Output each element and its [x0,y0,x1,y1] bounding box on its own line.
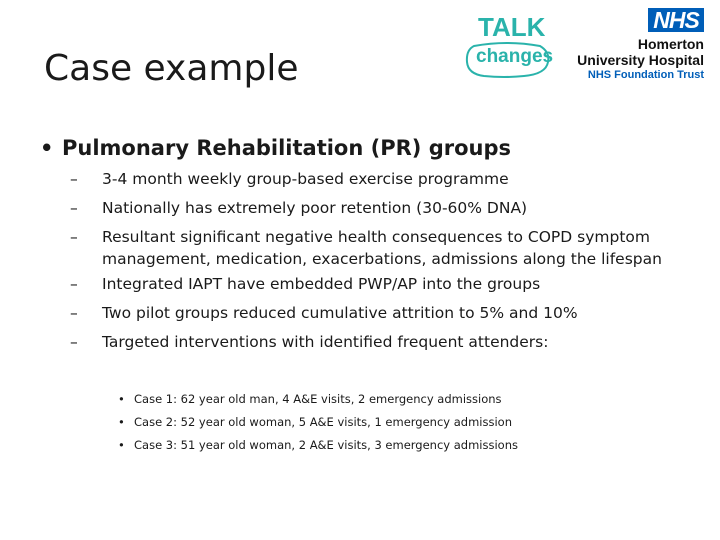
bullet-marker: • [118,415,125,429]
talk-logo-word: TALK [478,12,546,42]
trust-name [577,36,704,82]
dash-marker: – [70,304,78,322]
bullet-marker: • [40,136,54,160]
main-bullet [40,136,511,160]
sub-point-text: 3-4 month weekly group-based exercise programme [102,170,509,188]
dash-marker: – [70,170,78,188]
case-list [118,388,518,457]
list-item [118,388,518,411]
bullet-marker: • [118,392,125,406]
case-text: Case 1: 62 year old man, 4 A&E visits, 2 emergency admissions [134,392,502,406]
list-item [70,168,686,190]
sub-point-text: Two pilot groups reduced cumulative attrition to 5% and 10% [102,304,578,322]
nhs-logo: NHS [648,8,704,32]
sub-point-text: Integrated IAPT have embedded PWP/AP into the groups [102,275,541,293]
list-item [118,434,518,457]
trust-name-line3: NHS Foundation Trust [587,69,704,81]
list-item [70,273,686,295]
list-item [70,302,686,324]
talk-changes-logo [464,10,554,82]
sub-point-text: Targeted interventions with identified frequent attenders: [102,333,549,351]
dash-marker: – [70,228,78,246]
sub-point-text: Nationally has extremely poor retention (30-60% DNA) [102,199,528,217]
sub-point-list [70,168,686,360]
case-text: Case 3: 51 year old woman, 2 A&E visits, 3 emergency admissions [134,438,518,452]
dash-marker: – [70,199,78,217]
list-item [118,411,518,434]
list-item [70,197,686,219]
dash-marker: – [70,275,78,293]
main-bullet-text: Pulmonary Rehabilitation (PR) groups [62,136,511,160]
dash-marker: – [70,333,78,351]
list-item [70,226,686,270]
changes-logo-word: changes [476,46,554,67]
list-item [70,331,686,353]
sub-point-text: Resultant significant negative health consequences to COPD symptom management, medication, exacerbations, admissions along the lifespan [102,228,662,268]
slide-title: Case example [44,48,299,89]
trust-name-line2: University Hospital [577,52,704,68]
trust-name-line1: Homerton [637,36,704,52]
bullet-marker: • [118,438,125,452]
case-text: Case 2: 52 year old woman, 5 A&E visits, 1 emergency admission [134,415,512,429]
